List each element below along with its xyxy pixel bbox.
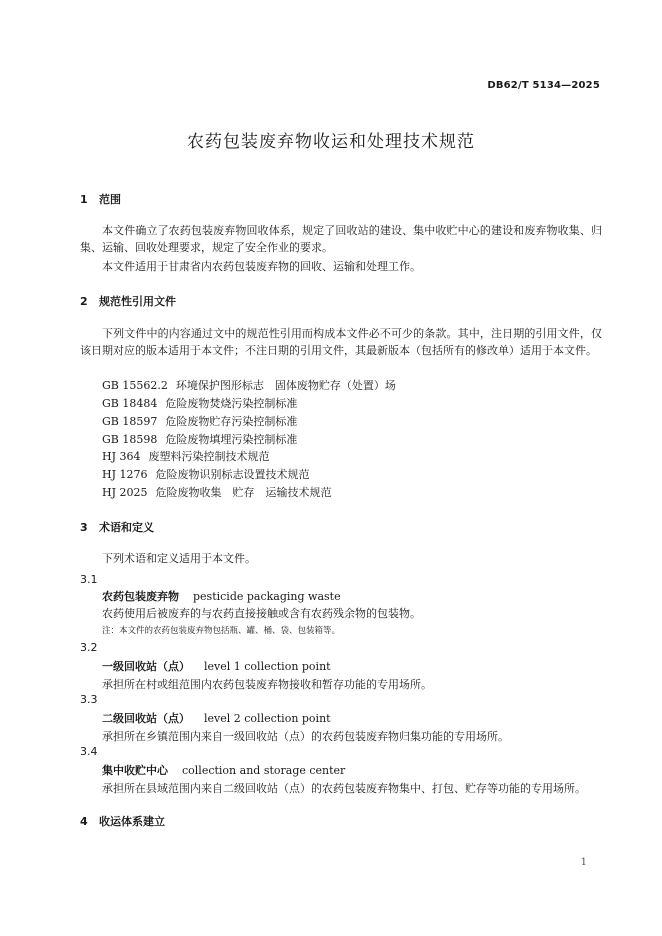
term-english: level 2 collection point — [204, 712, 331, 725]
term-english: collection and storage center — [182, 764, 346, 777]
term-heading — [102, 762, 345, 778]
reference-item — [102, 448, 270, 465]
reference-item — [102, 413, 297, 430]
section-heading-terms-definitions — [80, 519, 154, 535]
reference-code: GB 18484 — [102, 397, 158, 410]
term-chinese: 一级回收站（点） — [102, 660, 190, 673]
term-heading — [102, 658, 331, 674]
reference-code: GB 15562.2 — [102, 379, 168, 392]
scope-paragraph-2: 本文件适用于甘肃省内农药包装废弃物的回收、运输和处理工作。 — [102, 260, 421, 273]
reference-item — [102, 484, 332, 501]
section-heading-scope — [80, 191, 121, 207]
term-chinese: 农药包装废弃物 — [102, 590, 179, 603]
page-number: 1 — [580, 857, 587, 868]
reference-code: GB 18597 — [102, 415, 158, 428]
reference-code: HJ 2025 — [102, 486, 148, 499]
section-title: 规范性引用文件 — [99, 295, 176, 308]
reference-code: GB 18598 — [102, 433, 158, 446]
reference-code: HJ 1276 — [102, 468, 148, 481]
reference-title: 危险废物识别标志设置技术规范 — [155, 468, 310, 481]
term-number: 3.1 — [80, 573, 98, 586]
section-number: 1 — [80, 193, 88, 206]
standard-code: DB62/T 5134—2025 — [487, 80, 600, 91]
reference-title: 危险废物填埋污染控制标准 — [165, 433, 298, 446]
reference-title: 危险废物焚烧污染控制标准 — [165, 397, 298, 410]
reference-code: HJ 364 — [102, 450, 141, 463]
section-title: 范围 — [99, 193, 121, 206]
reference-item — [102, 377, 396, 394]
reference-title: 危险废物贮存污染控制标准 — [165, 415, 298, 428]
reference-item — [102, 395, 297, 412]
term-definition: 农药使用后被废弃的与农药直接接触或含有农药残余物的包装物。 — [102, 607, 421, 620]
section-title: 术语和定义 — [99, 521, 154, 534]
term-number: 3.2 — [80, 641, 98, 654]
reference-item — [102, 466, 310, 483]
term-heading — [102, 588, 341, 604]
normative-intro-paragraph: 下列文件中的内容通过文中的规范性引用而构成本文件必不可少的条款。其中，注日期的引用文件，仅该日期对应的版本适用于本文件；不注日期的引用文件，其最新版本（包括所有的修改单）适用于本文件。 — [80, 327, 602, 357]
scope-paragraph-1: 本文件确立了农药包装废弃物回收体系，规定了回收站的建设、集中收贮中心的建设和废弃物收集、归集、运输、回收处理要求，规定了安全作业的要求。 — [80, 224, 602, 254]
term-english: level 1 collection point — [204, 660, 331, 673]
term-chinese: 二级回收站（点） — [102, 712, 190, 725]
reference-title: 废塑料污染控制技术规范 — [148, 450, 270, 463]
term-definition: 承担所在村或组范围内农药包装废弃物接收和暂存功能的专用场所。 — [102, 678, 432, 691]
term-definition: 承担所在县域范围内来自二级回收站（点）的农药包装废弃物集中、打包、贮存等功能的专用场所。 — [102, 782, 586, 795]
term-note: 注：本文件的农药包装废弃物包括瓶、罐、桶、袋、包装箱等。 — [102, 626, 341, 636]
section-heading-collection-system — [80, 813, 165, 829]
terms-intro-paragraph: 下列术语和定义适用于本文件。 — [102, 552, 256, 565]
term-number: 3.3 — [80, 693, 98, 706]
document-title: 农药包装废弃物收运和处理技术规范 — [187, 132, 475, 152]
section-number: 3 — [80, 521, 88, 534]
term-number: 3.4 — [80, 745, 98, 758]
section-title: 收运体系建立 — [99, 815, 165, 828]
term-heading — [102, 710, 331, 726]
section-number: 4 — [80, 815, 88, 828]
term-chinese: 集中收贮中心 — [102, 764, 168, 777]
term-definition: 承担所在乡镇范围内来自一级回收站（点）的农药包装废弃物归集功能的专用场所。 — [102, 730, 509, 743]
section-heading-normative-references — [80, 293, 176, 309]
reference-title: 环境保护图形标志 固体废物贮存（处置）场 — [175, 379, 396, 392]
section-number: 2 — [80, 295, 88, 308]
reference-title: 危险废物收集 贮存 运输技术规范 — [155, 486, 332, 499]
reference-item — [102, 431, 297, 448]
term-english: pesticide packaging waste — [193, 590, 341, 603]
